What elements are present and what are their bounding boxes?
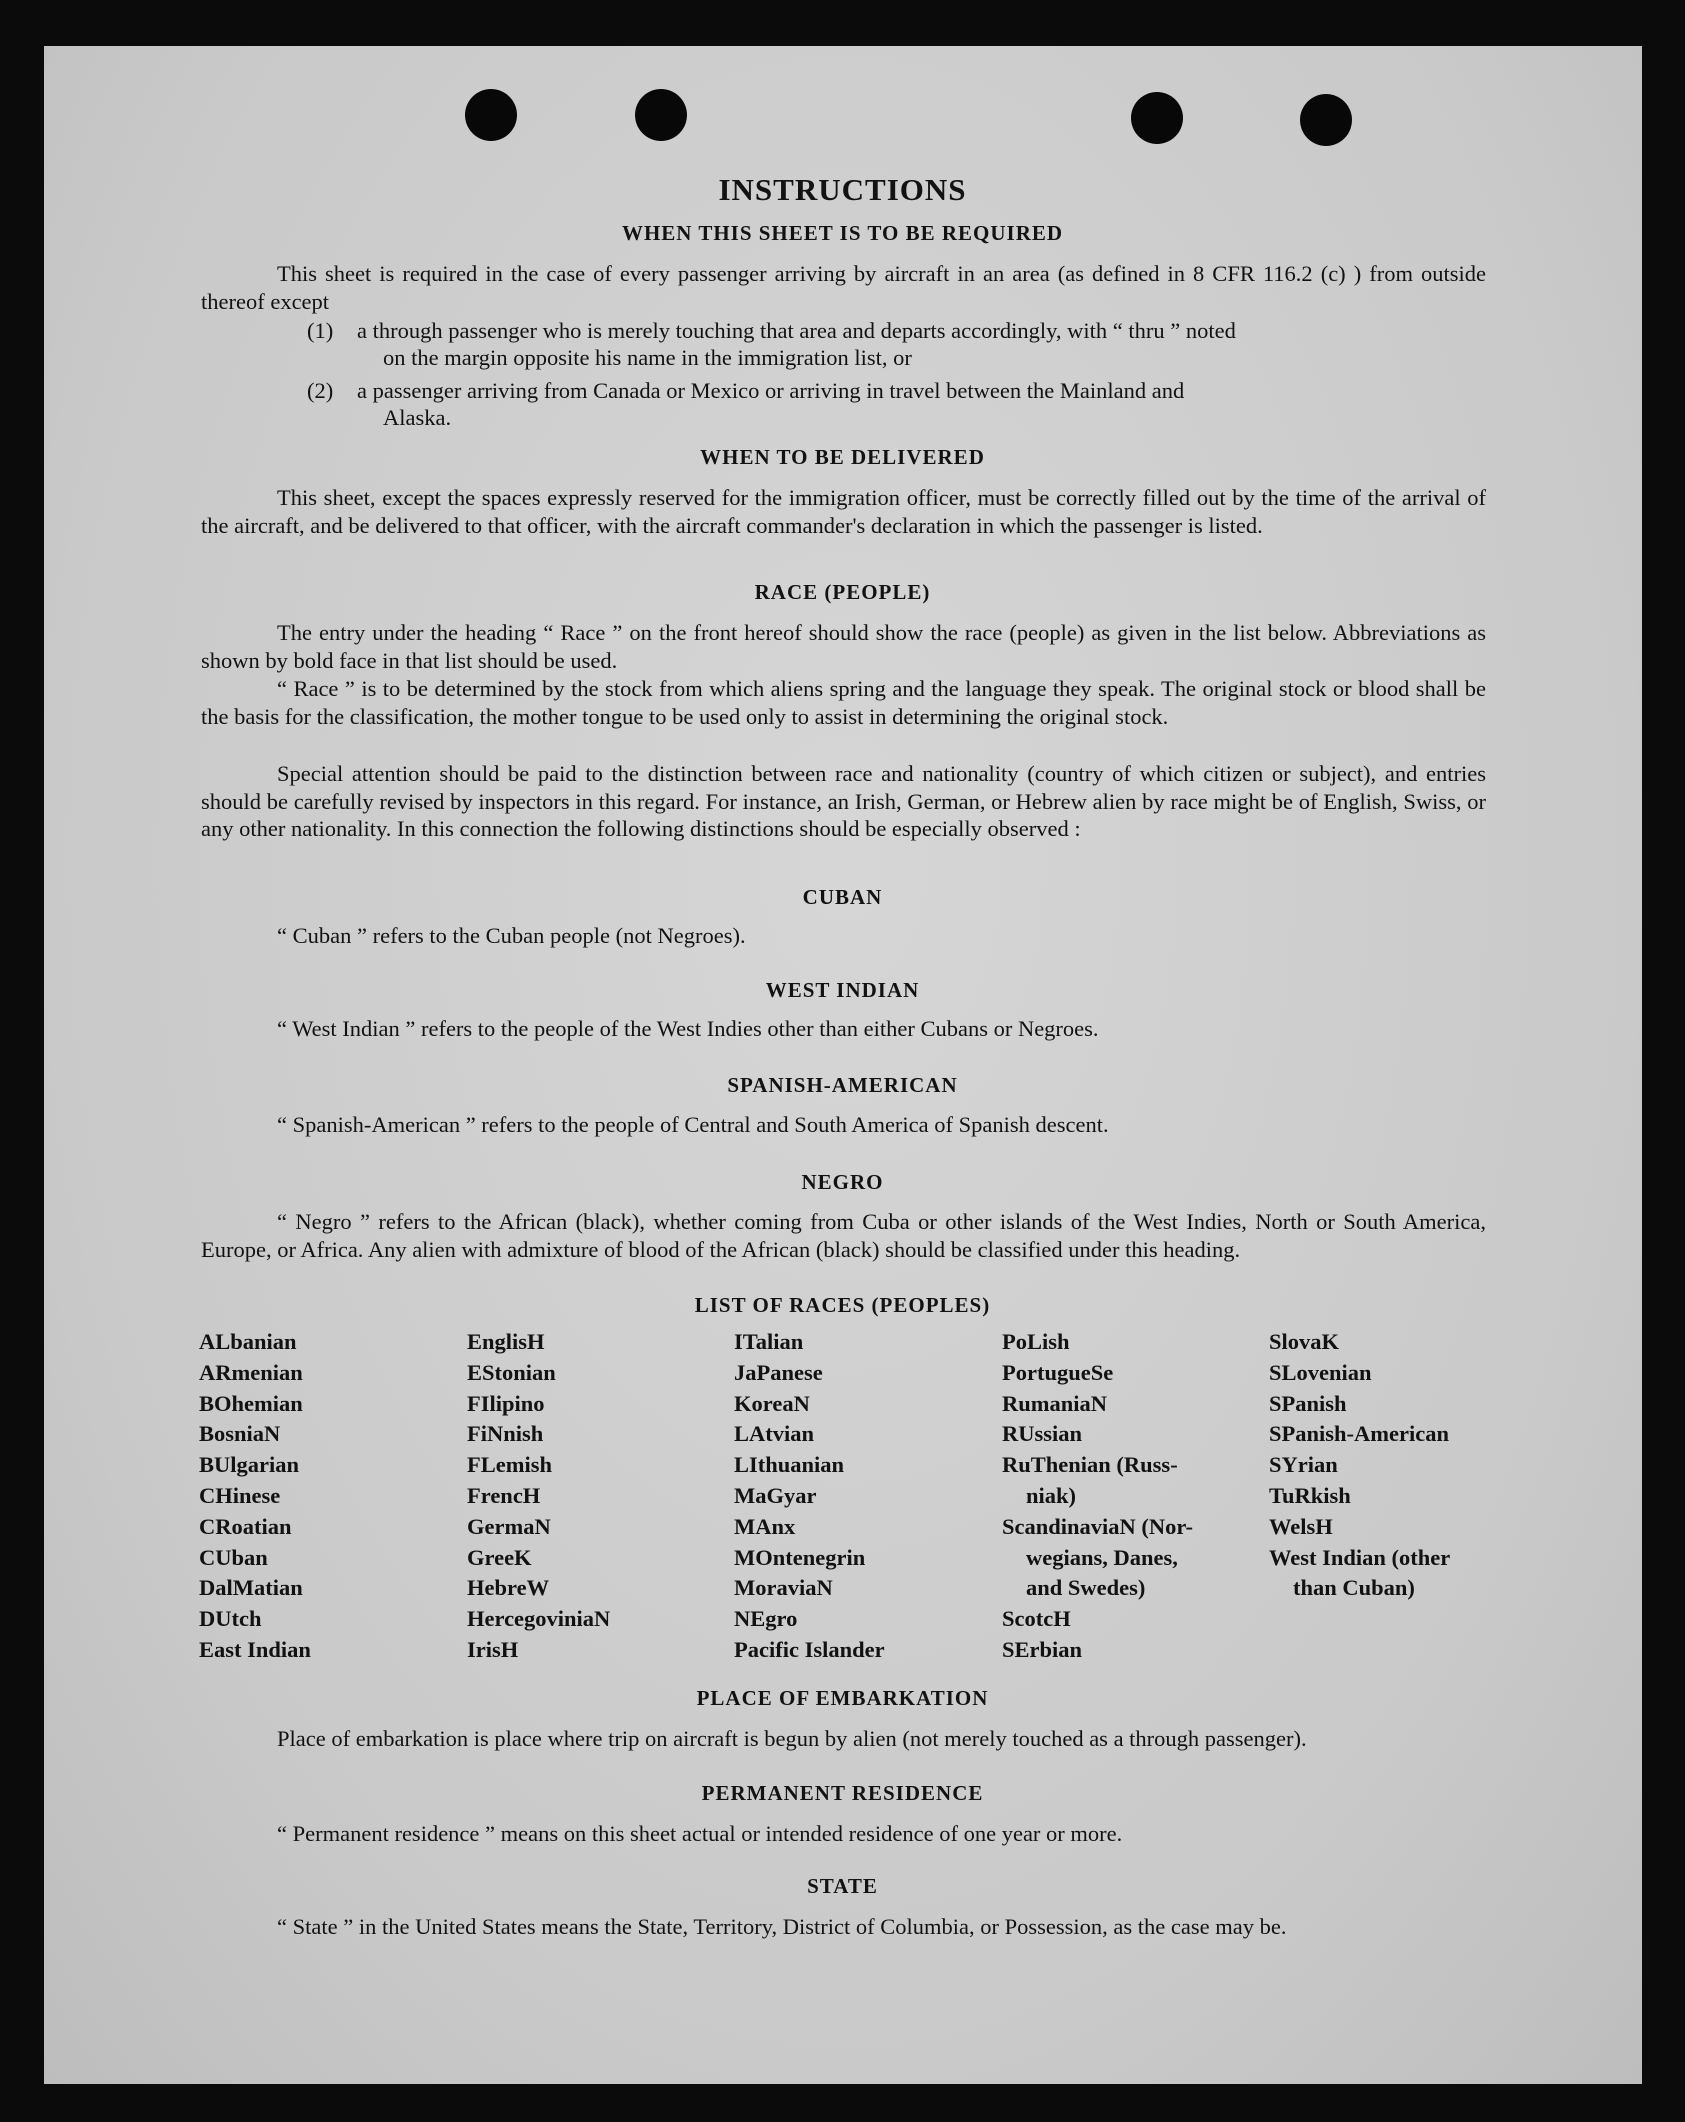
race-entry: CUban	[199, 1544, 268, 1570]
race-entry: ScotcH	[1002, 1606, 1071, 1632]
race-entry: BUlgarian	[199, 1452, 300, 1478]
page-title: INSTRUCTIONS	[718, 172, 967, 207]
heading-spanish-american: SPANISH-AMERICAN	[727, 1073, 958, 1097]
race-entry: EnglisH	[467, 1329, 545, 1354]
heading-list-of-races: LIST OF RACES (PEOPLES)	[694, 1293, 991, 1317]
race-entry: IrisH	[467, 1636, 519, 1662]
heading-when-delivered: WHEN TO BE DELIVERED	[700, 445, 985, 469]
races-column	[734, 1327, 885, 1666]
list-item	[307, 377, 1487, 431]
race-entry: ITalian	[734, 1329, 804, 1354]
race-entry: HebreW	[467, 1575, 550, 1601]
heading-permanent-residence: PERMANENT RESIDENCE	[701, 1781, 984, 1805]
race-entry: FiNnish	[467, 1421, 544, 1447]
race-entry: MOntenegrin	[734, 1544, 866, 1570]
race-entry: HercegoviniaN	[467, 1606, 611, 1632]
race-entry: FrencH	[467, 1482, 541, 1508]
race-entry: DUtch	[199, 1606, 262, 1632]
race-entry: EStonian	[467, 1359, 556, 1385]
item-text: a through passenger who is merely touching that area and departs accordingly, with “ thru ” noted	[357, 318, 1236, 343]
heading-state: STATE	[807, 1874, 878, 1898]
race-entry: than Cuban)	[1293, 1575, 1415, 1601]
race-entry: KoreaN	[734, 1390, 810, 1416]
races-column	[1269, 1327, 1450, 1604]
race-entry: and Swedes)	[1026, 1575, 1146, 1601]
heading-place-of-embarkation: PLACE OF EMBARKATION	[696, 1686, 989, 1710]
races-column	[467, 1327, 610, 1666]
races-column	[1002, 1327, 1193, 1666]
punch-hole	[465, 89, 517, 141]
race-entry: PoLish	[1002, 1329, 1070, 1354]
race-entry: FLemish	[467, 1452, 553, 1478]
race-entry: BOhemian	[199, 1390, 303, 1416]
race-entry: LAtvian	[734, 1421, 815, 1447]
race-entry: ALbanian	[199, 1329, 297, 1354]
race-entry: East Indian	[199, 1636, 311, 1662]
paragraph-negro: “ Negro ” refers to the African (black), whether coming from Cuba or other islands of the West Indies, North or South America, Europe, or Africa. Any alien with admixture of blood of the African (black) should be classified under this heading.	[201, 1209, 1486, 1262]
race-entry: Pacific Islander	[734, 1636, 885, 1662]
paragraph-spanish-american: “ Spanish-American ” refers to the people of Central and South America of Spanish descent.	[277, 1112, 1109, 1137]
item-text: on the margin opposite his name in the immigration list, or	[383, 345, 912, 370]
race-entry: SLovenian	[1269, 1359, 1372, 1385]
race-entry: SYrian	[1269, 1452, 1338, 1478]
paragraph-cuban: “ Cuban ” refers to the Cuban people (not Negroes).	[277, 923, 746, 948]
heading-race: RACE (PEOPLE)	[754, 580, 931, 604]
race-entry: RuThenian (Russ-	[1002, 1452, 1178, 1478]
race-entry: niak)	[1026, 1482, 1077, 1508]
paragraph-place-of-embarkation: Place of embarkation is place where trip on aircraft is begun by alien (not merely touched as a through passenger).	[277, 1726, 1307, 1751]
race-entry: GermaN	[467, 1513, 551, 1539]
paragraph-state: “ State ” in the United States means the State, Territory, District of Columbia, or Possession, as the case may be.	[277, 1914, 1287, 1939]
race-entry: SErbian	[1002, 1636, 1083, 1662]
paragraph-race-1: The entry under the heading “ Race ” on the front hereof should show the race (people) as given in the list below. Abbreviations as shown by bold face in that list should be used.	[201, 620, 1486, 673]
item-text: a passenger arriving from Canada or Mexico or arriving in travel between the Mainland and	[357, 378, 1185, 403]
item-number: (1)	[307, 318, 334, 343]
race-entry: DalMatian	[199, 1575, 303, 1601]
race-entry: FIlipino	[467, 1390, 545, 1416]
item-text: Alaska.	[383, 405, 452, 430]
race-entry: SlovaK	[1269, 1329, 1340, 1354]
race-entry: BosniaN	[199, 1421, 281, 1447]
list-item	[307, 317, 1487, 371]
paragraph-when-required: This sheet is required in the case of every passenger arriving by aircraft in an area (as defined in 8 CFR 116.2 (c) ) from outside thereof except	[201, 261, 1486, 314]
race-entry: PortugueSe	[1002, 1359, 1114, 1385]
race-entry: MaGyar	[734, 1482, 817, 1508]
race-entry: RumaniaN	[1002, 1390, 1108, 1416]
punch-hole	[635, 89, 687, 141]
race-entry: wegians, Danes,	[1026, 1544, 1178, 1570]
race-entry: WelsH	[1269, 1513, 1333, 1539]
race-entry: SPanish-American	[1269, 1421, 1449, 1447]
race-entry: ScandinaviaN (Nor-	[1002, 1513, 1194, 1539]
race-entry: CHinese	[199, 1482, 281, 1508]
race-entry: LIthuanian	[734, 1452, 845, 1478]
race-entry: MoraviaN	[734, 1575, 833, 1601]
punch-hole	[1131, 92, 1183, 144]
race-entry: ARmenian	[199, 1359, 303, 1385]
race-entry: CRoatian	[199, 1513, 292, 1539]
heading-negro: NEGRO	[801, 1170, 884, 1194]
race-entry: MAnx	[734, 1513, 796, 1539]
race-entry: JaPanese	[734, 1359, 823, 1385]
race-entry: SPanish	[1269, 1390, 1347, 1416]
paragraph-race-3: Special attention should be paid to the distinction between race and nationality (country of which citizen or subject), and entries should be carefully revised by inspectors in this regard. For instance, an Irish, German, or Hebrew alien by race might be of English, Swiss, or any other nationality. In this connection the following distinctions should be especially observed :	[201, 761, 1486, 841]
race-entry: RUssian	[1002, 1421, 1083, 1447]
paragraph-permanent-residence: “ Permanent residence ” means on this sheet actual or intended residence of one year or more.	[277, 1821, 1123, 1846]
races-column	[199, 1327, 311, 1666]
paragraph-race-2: “ Race ” is to be determined by the stock from which aliens spring and the language they speak. The original stock or blood shall be the basis for the classification, the mother tongue to be used only to assist in determining the original stock.	[201, 676, 1486, 729]
race-entry: TuRkish	[1269, 1482, 1351, 1508]
heading-cuban: CUBAN	[802, 885, 883, 909]
race-entry: NEgro	[734, 1606, 798, 1632]
race-entry: GreeK	[467, 1544, 532, 1570]
heading-when-required: WHEN THIS SHEET IS TO BE REQUIRED	[621, 221, 1064, 245]
race-entry: West Indian (other	[1269, 1544, 1451, 1570]
paragraph-west-indian: “ West Indian ” refers to the people of the West Indies other than either Cubans or Negroes.	[277, 1016, 1099, 1041]
item-number: (2)	[307, 378, 334, 403]
punch-hole	[1300, 94, 1352, 146]
heading-west-indian: WEST INDIAN	[765, 978, 920, 1002]
paragraph-when-delivered: This sheet, except the spaces expressly reserved for the immigration officer, must be correctly filled out by the time of the arrival of the aircraft, and be delivered to that officer, with the aircraft commander's declaration in which the passenger is listed.	[201, 485, 1486, 538]
